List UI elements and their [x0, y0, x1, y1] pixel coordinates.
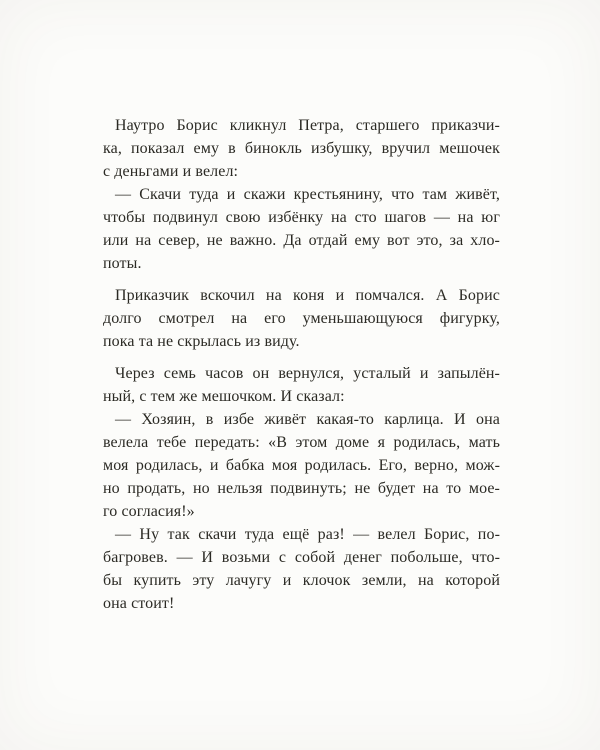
text-line: го согласия!» [103, 503, 195, 520]
text-line: Через семь часов он вернулся, усталый и запылён- [115, 365, 500, 382]
text-line: — Хозяин, в избе живёт какая-то карлица. И она [115, 411, 500, 428]
text-line: ка, показал ему в бинокль избушку, вручил мешочек [103, 140, 500, 157]
text-line: пока та не скрылась из виду. [103, 333, 300, 350]
paragraph-block [103, 114, 500, 275]
text-line: ный, с тем же мешочком. И сказал: [103, 388, 345, 405]
paragraph-block [103, 284, 500, 353]
text-line: — Скачи туда и скажи крестьянину, что там живёт, [115, 186, 500, 203]
text-line: Приказчик вскочил на коня и помчался. А Борис [115, 287, 500, 304]
text-line: с деньгами и велел: [103, 163, 239, 180]
text-line: поты. [103, 255, 142, 272]
text-line: — Ну так скачи туда ещё раз! — велел Борис, по- [115, 526, 500, 543]
text-line: Наутро Борис кликнул Петра, старшего приказчи- [115, 117, 500, 134]
text-line: багровев. — И возьми с собой денег побольше, что- [103, 549, 500, 566]
text-line: но продать, но нельзя подвинуть; не будет на то мое- [103, 480, 500, 497]
text-line: долго смотрел на его уменьшающуюся фигурку, [103, 310, 500, 327]
page-text [103, 114, 500, 615]
text-line: велела тебе передать: «В этом доме я родилась, мать [103, 434, 500, 451]
text-line: моя родилась, и бабка моя родилась. Его, верно, мож- [103, 457, 500, 474]
text-line: она стоит! [103, 595, 175, 612]
text-line: или на север, не важно. Да отдай ему вот это, за хло- [103, 232, 500, 249]
paragraph-block [103, 362, 500, 615]
text-line: бы купить эту лачугу и клочок земли, на которой [103, 572, 500, 589]
text-line: чтобы подвинул свою избёнку на сто шагов — на юг [103, 209, 500, 226]
